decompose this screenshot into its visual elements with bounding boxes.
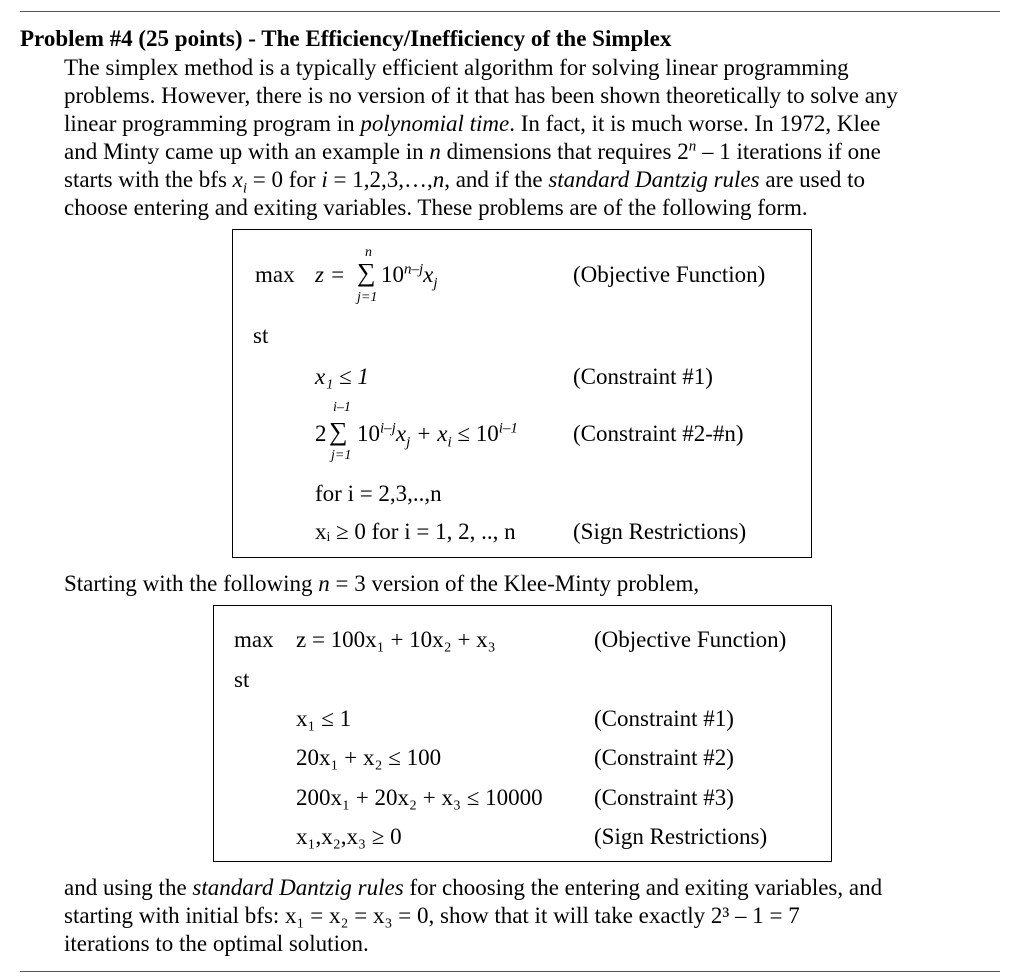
c2-sum-upper-limit: i–1 (333, 400, 351, 415)
n3-model-box (213, 605, 832, 862)
n3-constraint-2: 20x₁ + x₂ ≤ 100 (296, 745, 442, 770)
st-label: st (253, 323, 269, 348)
constraint-2-coef: 2 (315, 421, 327, 446)
conclusion-line-1: and using the standard Dantzig rules for choosing the entering and exiting variables, and (64, 875, 883, 900)
summation-symbol: ∑ (357, 258, 376, 287)
problem-heading: Problem #4 (25 points) - The Efficiency/Inefficiency of the Simplex (20, 26, 672, 51)
n3-objective-label: (Objective Function) (594, 627, 787, 652)
max-label: max (255, 262, 295, 287)
intro-line-5: starts with the bfs $x_i = 0$ for i = 1,2,3,…,n, and if the standard Dantzig rules are used to (64, 167, 865, 197)
sum-upper-limit: n (365, 245, 372, 260)
intro-line-3: linear programming program in polynomial time. In fact, it is much worse. In 1972, Klee (64, 111, 881, 136)
conclusion-paragraph (64, 874, 994, 958)
constraint-2-label: (Constraint #2-#n) (573, 421, 744, 446)
general-model-box (232, 229, 812, 558)
n3-constraint-2-label: (Constraint #2) (594, 745, 734, 770)
constraint-2-expr: $10^{i-j}x_j + x_i \le 10^{i-1}$ (357, 420, 518, 451)
n3-st-label: st (234, 667, 250, 692)
sign-restriction-label: (Sign Restrictions) (573, 519, 747, 544)
z-lhs: z = (315, 262, 346, 287)
top-divider (20, 11, 1000, 12)
intro-line-4: and Minty came up with an example in n dimensions that requires 2$^n$ – 1 iterations if one (64, 138, 881, 164)
sum-lower-limit: j=1 (357, 290, 378, 305)
n3-constraint-3-label: (Constraint #3) (594, 785, 734, 810)
n3-sign-restriction-label: (Sign Restrictions) (594, 824, 768, 849)
for-range-line: for i = 2,3,..,n (315, 481, 442, 506)
n3-sign-restriction: x₁,x₂,x₃ ≥ 0 (296, 824, 402, 849)
n3-constraint-1: x₁ ≤ 1 (296, 706, 352, 731)
transition-paragraph: Starting with the following n = 3 version of the Klee-Minty problem, (64, 571, 700, 596)
n3-constraint-3: 200x₁ + 20x₂ + x₃ ≤ 10000 (296, 785, 543, 810)
conclusion-line-3: iterations to the optimal solution. (64, 931, 369, 956)
n3-constraint-1-label: (Constraint #1) (594, 706, 734, 731)
n3-objective: z = 100x₁ + 10x₂ + x₃ (296, 627, 496, 652)
objective-term: $10^{n-j}x_j$ (381, 261, 438, 292)
conclusion-line-2: starting with initial bfs: x₁ = x₂ = x₃ = 0, show that it will take exactly 2³ – 1 = 7 (64, 903, 800, 928)
c2-summation-symbol: ∑ (329, 417, 348, 446)
objective-label: (Objective Function) (573, 262, 766, 287)
sign-restriction-expr: xᵢ ≥ 0 for i = 1, 2, .., n (315, 519, 516, 544)
n3-max-label: max (234, 627, 274, 652)
constraint-1-expr: x₁ ≤ 1 (315, 364, 369, 389)
constraint-1-label: (Constraint #1) (573, 364, 713, 389)
intro-paragraph (64, 54, 994, 222)
bottom-divider (20, 971, 1000, 972)
intro-line-1: The simplex method is a typically efficient algorithm for solving linear programming (64, 55, 849, 80)
intro-line-2: problems. However, there is no version of it that has been shown theoretically to solve any (64, 83, 898, 108)
c2-sum-lower-limit: j=1 (331, 448, 352, 463)
intro-line-6: choose entering and exiting variables. These problems are of the following form. (64, 195, 808, 220)
